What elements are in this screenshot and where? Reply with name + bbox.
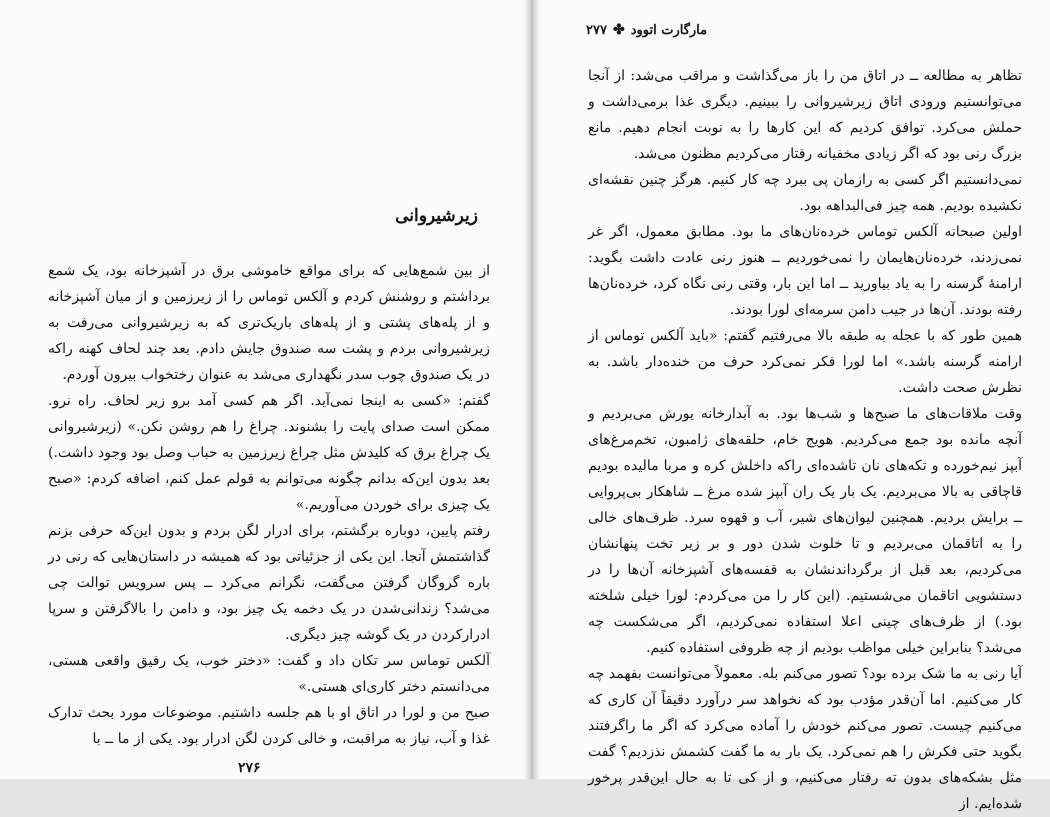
paragraph: از بین شمع‌هایی که برای مواقع خاموشی برق در آشپزخانه بود، یک شمع برداشتم و روشنش کردم و آلکس توماس را از زیرزمین و از میان آشپزخانه و از پله‌های پشتی و از پله‌های باریک‌تری که به زیرشیروانی می‌رفت به زیرشیروانی بردم و پشت سه صندوق جایش دادم. بعد چند لحاف کهنه راکه در یک صندوق چوب سدر نگهداری می‌شد به عنوان رختخواب بیرون آوردم. bbox=[48, 263, 490, 383]
right-page-body bbox=[588, 63, 1022, 817]
paragraph: وقت ملاقات‌های ما صبح‌ها و شب‌ها بود. به آبدارخانه یورش می‌بردیم و آنچه مانده بود جمع می‌کردیم. هویج خام، حلقه‌های ژامبون، تخم‌مرغ‌های آبپز نیم‌خورده و تکه‌های نان تاشده‌ای راکه داخلش کره و مربا مالیده بودیم قاچاقی به بالا می‌بردیم. یک بار یک ران آبپز شده مرغ ــ شاهکار بی‌پروایی ــ برایش بردیم. همچنین لیوان‌های شیر، آب و قهوه سرد. ظرف‌های خالی را به اتاقمان می‌بردیم و تا خلوت شدن دور و بر زیر تخت پنهانشان می‌کردیم، بعد قبل از برگرداندنشان به قفسه‌های آشپزخانه آن‌ها را در دستشویی اتاقمان می‌شستیم. (این کار را من می‌کردم: لورا خیلی شلخته بود.) از ظرف‌های چینی اعلا استفاده نمی‌کردیم، اگر می‌شکست چه می‌شد؟ بنابراین خیلی مواظب بودیم از چه ظروفی استفاده کنیم. bbox=[588, 406, 1022, 656]
book-gutter bbox=[524, 0, 540, 779]
paragraph: آلکس توماس سر تکان داد و گفت: «دختر خوب، یک رفیق واقعی هستی، می‌دانستم دختر کاری‌ای هستی.» bbox=[48, 653, 490, 695]
left-page bbox=[0, 0, 524, 779]
ornament-icon: ✤ bbox=[612, 22, 625, 38]
page-number-right: ۲۷۷ bbox=[586, 22, 607, 38]
chapter-title: زیرشیروانی bbox=[395, 206, 478, 226]
paragraph: همین طور که با عجله به طبقه بالا می‌رفتیم گفتم: «باید آلکس توماس از ارامنه گرسنه باشد.» اما لورا فکر نمی‌کرد حرف من خنده‌دار باشد. به نظرش صحت داشت. bbox=[588, 328, 1022, 396]
left-page-body bbox=[48, 258, 490, 752]
paragraph: اولین صبحانه آلکس توماس خرده‌نان‌های ما بود. مطابق معمول، اگر غر نمی‌زدند، خرده‌نان‌هایمان را نمی‌خوردیم ــ هنوز رنی عادت داشت بگوید: ارامنهٔ گرسنه را به یاد بیاورید ــ اما این بار، وقتی رنی نگاه کرد، خرده‌نان‌ها رفته بودند. آن‌ها در جیب دامن سرمه‌ای لورا بودند. bbox=[588, 224, 1022, 318]
paragraph: گفتم: «کسی به اینجا نمی‌آید. اگر هم کسی آمد برو زیر لحاف. راه نرو. ممکن است صدای پایت را بشنوند. چراغ را هم روشن نکن.» (زیرشیروانی یک چراغ برق که کلیدش مثل چراغ زیرزمین به حباب وصل بود وجود داشت.) بعد بدون این‌که بدانم چگونه می‌توانم به قولم عمل کنم، اضافه کردم: «صبح یک چیزی برای خوردن می‌آوریم.» bbox=[48, 393, 490, 513]
paragraph: آیا رنی به ما شک برده بود؟ تصور می‌کنم بله. معمولاً می‌توانست بفهمد چه کار می‌کنیم. اما آن‌قدر مؤدب بود که نخواهد سر درآورد دقیقاً آن کاری که می‌کنیم چیست. تصور می‌کنم خودش را آماده می‌کرد که اگر ما راگرفتند بگوید حتی فکرش را هم نمی‌کرد. یک بار به ما گفت کشمش نذزدیم؟ گفت مثل بشکه‌های بدون ته رفتار می‌کنیم، و از کی تا به حال این‌قدر پرخور شده‌ایم. از bbox=[588, 666, 1022, 812]
paragraph: صبح من و لورا در اتاق او با هم جلسه داشتیم. موضوعات مورد بحث تدارک غذا و آب، نیاز به مراقبت، و خالی کردن لگن ادرار بود. یکی از ما ــ با bbox=[48, 705, 490, 747]
running-head bbox=[586, 22, 707, 38]
paragraph: رفتم پایین، دوباره برگشتم، برای ادرار لگن بردم و بدون این‌که حرفی بزنم گذاشتمش آنجا. این یکی از جزئیاتی بود که همیشه در داستان‌هایی که رنی در باره گروگان گرفتن می‌گفت، نگرانم می‌کرد ــ پس سرویس توالت چی می‌شد؟ زندانی‌شدن در یک دخمه یک چیز بود، و دامن را بالاگرفتن و سرپا ادرارکردن در یک گوشه چیز دیگری. bbox=[48, 523, 490, 643]
paragraph: تظاهر به مطالعه ــ در اتاق من را باز می‌گذاشت و مراقب می‌شد: از آنجا می‌توانستیم ورودی اتاق زیرشیروانی را ببینیم. دیگری غذا برمی‌داشت و حملش می‌کرد. توافق کردیم که این کارها را به نوبت انجام دهیم. مانع بزرگ رنی بود که اگر زیادی مخفیانه رفتار می‌کردیم مظنون می‌شد. bbox=[588, 68, 1022, 162]
running-head-author: مارگارت اتوود bbox=[630, 22, 708, 38]
paragraph: نمی‌دانستیم اگر کسی به رازمان پی ببرد چه کار کنیم. هرگز چنین نقشه‌ای نکشیده بودیم. همه چیز فی‌البداهه بود. bbox=[588, 172, 1022, 214]
right-page bbox=[540, 0, 1050, 812]
page-number-left: ۲۷۶ bbox=[238, 760, 261, 776]
